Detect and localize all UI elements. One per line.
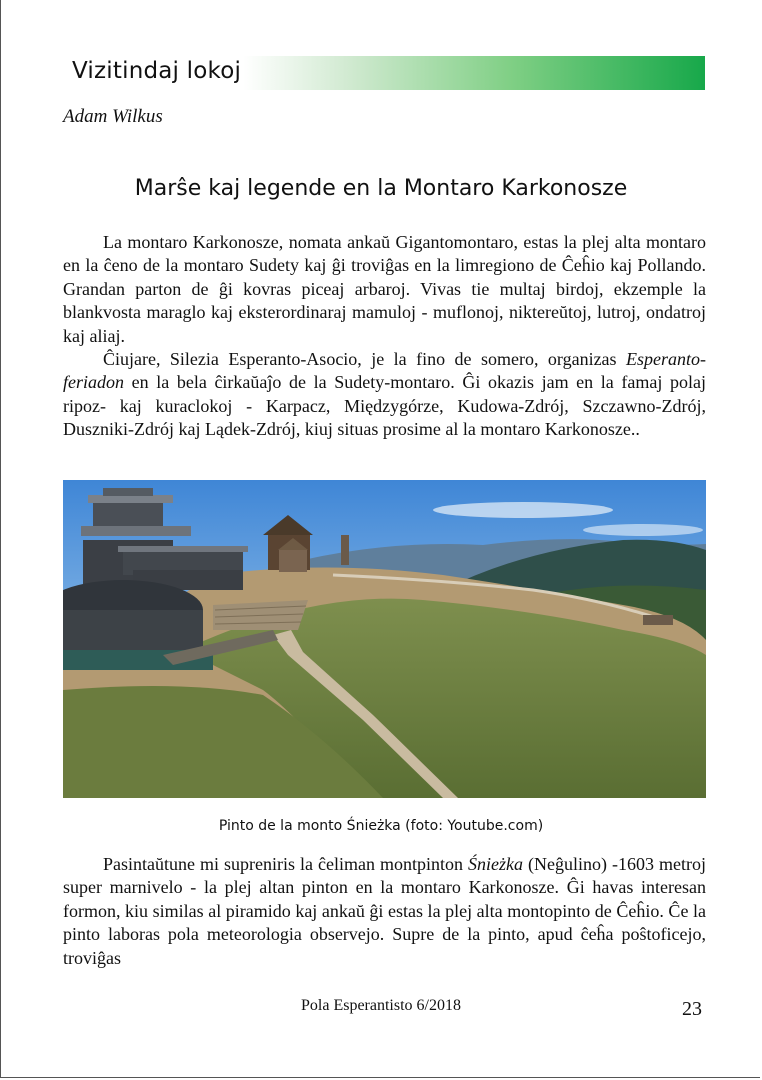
footer-publication: Pola Esperantisto 6/2018 (301, 997, 461, 1014)
section-title: Vizitindaj lokoj (72, 58, 242, 84)
mountain-photo (63, 480, 706, 798)
article-author: Adam Wilkus (63, 106, 163, 127)
paragraph-2-end: en la bela ĉirkaŭaĵo de la Sudety-montaro. Ĝi okazis jam en la famaj polaj ripoz- kaj kuraclokoj - Karpacz, Międzygórze, Kudowa-Zdrój, Szczawno-Zdrój, Duszniki-Zdrój kaj Lądek-Zdrój, kiuj situas prosime al la montaro Karkonosze.. (63, 372, 706, 440)
paragraph-3-emphasis: Śnieżka (468, 854, 523, 874)
paragraph-1: La montaro Karkonosze, nomata ankaŭ Gigantomontaro, estas la plej alta montaro en la ĉeno de la montaro Sudety kaj ĝi troviĝas en la limregiono de Ĉeĥio kaj Pollando. Grandan parton de ĝi kovras piceaj arbaroj. Vivas tie multaj birdoj, ekzemple la blankvosta maraglo kaj eksterordinaraj mamuloj - muflonoj, niktereŭtoj, lutroj, ondatroj kaj aliaj. (63, 232, 706, 346)
paragraph-3-start: Pasintaŭtune mi supreniris la ĉeliman montpinton (103, 854, 469, 874)
paragraph-2-start: Ĉiujare, Silezia Esperanto-Asocio, je la fino de somero, organizas (103, 349, 626, 370)
paragraph-3 (63, 853, 706, 970)
article-title: Marŝe kaj legende en la Montaro Karkonosze (134, 176, 628, 201)
page-number: 23 (682, 998, 702, 1020)
article-intro (63, 231, 706, 442)
article-continuation (63, 853, 706, 970)
paragraph-2-emphasis: Esperanto-feriadon (63, 349, 706, 393)
photo-caption: Pinto de la monto Śnieżka (foto: Youtube.com) (218, 818, 544, 834)
paragraph-2 (63, 348, 706, 442)
paragraph-3-end: (Neĝulino) -1603 metroj super marnivelo - la plej altan pinton en la montaro Karkonosze. Ĝi havas interesan formon, kiu similas al piramido kaj ankaŭ ĝi estas la plej alta montopinto de Ĉeĥio. Ĉe la pinto laboras pola meteorologia observejo. Supre de la pinto, apud ĉeĥa poŝtoficejo, troviĝas (63, 854, 706, 968)
